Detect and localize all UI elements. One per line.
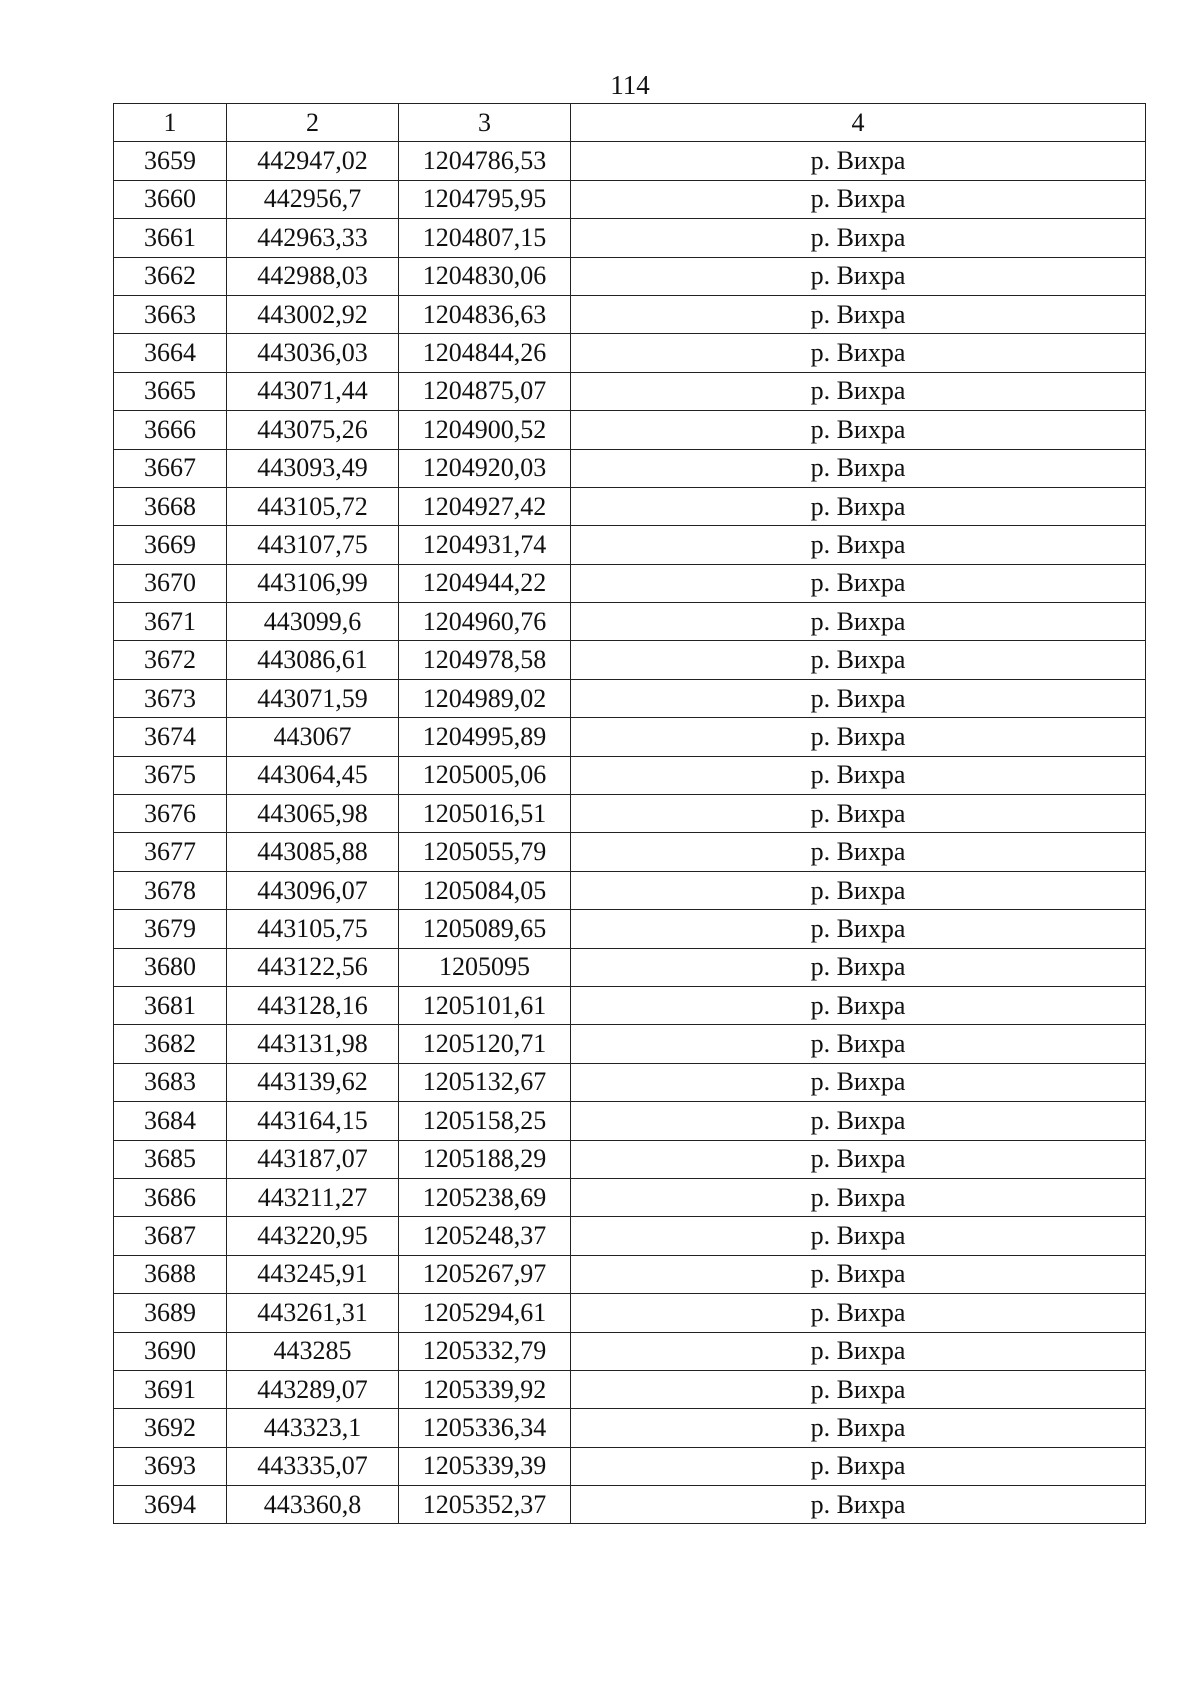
table-row — [114, 449, 1146, 487]
y-coordinate-cell: 1205238,69 — [399, 1178, 571, 1216]
table-row — [114, 948, 1146, 986]
x-coordinate-cell: 443289,07 — [227, 1370, 399, 1408]
name-cell: р. Вихра — [571, 449, 1146, 487]
column-header-1: 1 — [114, 104, 227, 142]
table-header — [114, 104, 1146, 142]
table-row — [114, 142, 1146, 180]
y-coordinate-cell: 1204944,22 — [399, 564, 571, 602]
table-row — [114, 1140, 1146, 1178]
y-coordinate-cell: 1205248,37 — [399, 1217, 571, 1255]
x-coordinate-cell: 442947,02 — [227, 142, 399, 180]
header-row — [114, 104, 1146, 142]
name-cell: р. Вихра — [571, 142, 1146, 180]
y-coordinate-cell: 1205016,51 — [399, 795, 571, 833]
y-coordinate-cell: 1205339,39 — [399, 1447, 571, 1485]
y-coordinate-cell: 1205188,29 — [399, 1140, 571, 1178]
name-cell: р. Вихра — [571, 180, 1146, 218]
point-number-cell: 3659 — [114, 142, 227, 180]
y-coordinate-cell: 1205005,06 — [399, 756, 571, 794]
name-cell: р. Вихра — [571, 1370, 1146, 1408]
name-cell: р. Вихра — [571, 1486, 1146, 1524]
table-row — [114, 1294, 1146, 1332]
table-row — [114, 564, 1146, 602]
point-number-cell: 3673 — [114, 679, 227, 717]
table-row — [114, 1447, 1146, 1485]
point-number-cell: 3679 — [114, 910, 227, 948]
y-coordinate-cell: 1204795,95 — [399, 180, 571, 218]
x-coordinate-cell: 443086,61 — [227, 641, 399, 679]
table-row — [114, 718, 1146, 756]
point-number-cell: 3663 — [114, 295, 227, 333]
y-coordinate-cell: 1204960,76 — [399, 603, 571, 641]
table-row — [114, 295, 1146, 333]
point-number-cell: 3686 — [114, 1178, 227, 1216]
y-coordinate-cell: 1205132,67 — [399, 1063, 571, 1101]
x-coordinate-cell: 443107,75 — [227, 526, 399, 564]
table-row — [114, 871, 1146, 909]
table-row — [114, 1025, 1146, 1063]
y-coordinate-cell: 1205339,92 — [399, 1370, 571, 1408]
y-coordinate-cell: 1204978,58 — [399, 641, 571, 679]
y-coordinate-cell: 1204900,52 — [399, 411, 571, 449]
x-coordinate-cell: 443139,62 — [227, 1063, 399, 1101]
point-number-cell: 3690 — [114, 1332, 227, 1370]
table-row — [114, 1255, 1146, 1293]
name-cell: р. Вихра — [571, 1025, 1146, 1063]
x-coordinate-cell: 443245,91 — [227, 1255, 399, 1293]
point-number-cell: 3689 — [114, 1294, 227, 1332]
point-number-cell: 3687 — [114, 1217, 227, 1255]
x-coordinate-cell: 443285 — [227, 1332, 399, 1370]
table-row — [114, 257, 1146, 295]
table-row — [114, 1178, 1146, 1216]
table-row — [114, 1102, 1146, 1140]
table-row — [114, 986, 1146, 1024]
table-row — [114, 487, 1146, 525]
point-number-cell: 3670 — [114, 564, 227, 602]
table-row — [114, 372, 1146, 410]
x-coordinate-cell: 443106,99 — [227, 564, 399, 602]
x-coordinate-cell: 443075,26 — [227, 411, 399, 449]
y-coordinate-cell: 1205352,37 — [399, 1486, 571, 1524]
column-header-3: 3 — [399, 104, 571, 142]
name-cell: р. Вихра — [571, 487, 1146, 525]
name-cell: р. Вихра — [571, 1102, 1146, 1140]
name-cell: р. Вихра — [571, 910, 1146, 948]
name-cell: р. Вихра — [571, 526, 1146, 564]
table-row — [114, 526, 1146, 564]
x-coordinate-cell: 443261,31 — [227, 1294, 399, 1332]
y-coordinate-cell: 1205095 — [399, 948, 571, 986]
x-coordinate-cell: 443105,75 — [227, 910, 399, 948]
name-cell: р. Вихра — [571, 718, 1146, 756]
name-cell: р. Вихра — [571, 564, 1146, 602]
x-coordinate-cell: 443036,03 — [227, 334, 399, 372]
table-row — [114, 641, 1146, 679]
table-row — [114, 1217, 1146, 1255]
y-coordinate-cell: 1205332,79 — [399, 1332, 571, 1370]
table-row — [114, 795, 1146, 833]
point-number-cell: 3688 — [114, 1255, 227, 1293]
point-number-cell: 3666 — [114, 411, 227, 449]
name-cell: р. Вихра — [571, 1409, 1146, 1447]
table-row — [114, 1409, 1146, 1447]
table-row — [114, 1063, 1146, 1101]
y-coordinate-cell: 1205120,71 — [399, 1025, 571, 1063]
point-number-cell: 3661 — [114, 219, 227, 257]
point-number-cell: 3678 — [114, 871, 227, 909]
y-coordinate-cell: 1204807,15 — [399, 219, 571, 257]
table-row — [114, 1370, 1146, 1408]
table-row — [114, 1486, 1146, 1524]
point-number-cell: 3682 — [114, 1025, 227, 1063]
table-row — [114, 334, 1146, 372]
name-cell: р. Вихра — [571, 986, 1146, 1024]
x-coordinate-cell: 442963,33 — [227, 219, 399, 257]
x-coordinate-cell: 443128,16 — [227, 986, 399, 1024]
name-cell: р. Вихра — [571, 948, 1146, 986]
y-coordinate-cell: 1204875,07 — [399, 372, 571, 410]
point-number-cell: 3669 — [114, 526, 227, 564]
table-row — [114, 219, 1146, 257]
name-cell: р. Вихра — [571, 871, 1146, 909]
x-coordinate-cell: 443067 — [227, 718, 399, 756]
y-coordinate-cell: 1204931,74 — [399, 526, 571, 564]
x-coordinate-cell: 442956,7 — [227, 180, 399, 218]
point-number-cell: 3660 — [114, 180, 227, 218]
y-coordinate-cell: 1205336,34 — [399, 1409, 571, 1447]
table-row — [114, 603, 1146, 641]
x-coordinate-cell: 443122,56 — [227, 948, 399, 986]
x-coordinate-cell: 443187,07 — [227, 1140, 399, 1178]
x-coordinate-cell: 443131,98 — [227, 1025, 399, 1063]
name-cell: р. Вихра — [571, 1178, 1146, 1216]
y-coordinate-cell: 1205084,05 — [399, 871, 571, 909]
point-number-cell: 3672 — [114, 641, 227, 679]
point-number-cell: 3680 — [114, 948, 227, 986]
point-number-cell: 3674 — [114, 718, 227, 756]
name-cell: р. Вихра — [571, 334, 1146, 372]
name-cell: р. Вихра — [571, 1255, 1146, 1293]
name-cell: р. Вихра — [571, 679, 1146, 717]
point-number-cell: 3677 — [114, 833, 227, 871]
column-header-4: 4 — [571, 104, 1146, 142]
y-coordinate-cell: 1204830,06 — [399, 257, 571, 295]
table-row — [114, 180, 1146, 218]
name-cell: р. Вихра — [571, 219, 1146, 257]
x-coordinate-cell: 443220,95 — [227, 1217, 399, 1255]
x-coordinate-cell: 443085,88 — [227, 833, 399, 871]
y-coordinate-cell: 1204844,26 — [399, 334, 571, 372]
name-cell: р. Вихра — [571, 257, 1146, 295]
y-coordinate-cell: 1205089,65 — [399, 910, 571, 948]
point-number-cell: 3685 — [114, 1140, 227, 1178]
x-coordinate-cell: 443211,27 — [227, 1178, 399, 1216]
y-coordinate-cell: 1205055,79 — [399, 833, 571, 871]
y-coordinate-cell: 1204786,53 — [399, 142, 571, 180]
y-coordinate-cell: 1205294,61 — [399, 1294, 571, 1332]
table-row — [114, 756, 1146, 794]
point-number-cell: 3681 — [114, 986, 227, 1024]
y-coordinate-cell: 1205267,97 — [399, 1255, 571, 1293]
name-cell: р. Вихра — [571, 756, 1146, 794]
page-number: 114 — [610, 70, 650, 100]
point-number-cell: 3693 — [114, 1447, 227, 1485]
table-row — [114, 910, 1146, 948]
x-coordinate-cell: 443360,8 — [227, 1486, 399, 1524]
coordinates-table — [113, 103, 1146, 1524]
column-header-2: 2 — [227, 104, 399, 142]
point-number-cell: 3684 — [114, 1102, 227, 1140]
point-number-cell: 3692 — [114, 1409, 227, 1447]
y-coordinate-cell: 1204989,02 — [399, 679, 571, 717]
point-number-cell: 3664 — [114, 334, 227, 372]
point-number-cell: 3676 — [114, 795, 227, 833]
point-number-cell: 3671 — [114, 603, 227, 641]
table-row — [114, 833, 1146, 871]
x-coordinate-cell: 443071,59 — [227, 679, 399, 717]
point-number-cell: 3667 — [114, 449, 227, 487]
point-number-cell: 3662 — [114, 257, 227, 295]
y-coordinate-cell: 1205158,25 — [399, 1102, 571, 1140]
y-coordinate-cell: 1204836,63 — [399, 295, 571, 333]
x-coordinate-cell: 443096,07 — [227, 871, 399, 909]
x-coordinate-cell: 443071,44 — [227, 372, 399, 410]
name-cell: р. Вихра — [571, 1217, 1146, 1255]
x-coordinate-cell: 443335,07 — [227, 1447, 399, 1485]
table-body — [114, 142, 1146, 1524]
point-number-cell: 3668 — [114, 487, 227, 525]
point-number-cell: 3691 — [114, 1370, 227, 1408]
name-cell: р. Вихра — [571, 603, 1146, 641]
point-number-cell: 3675 — [114, 756, 227, 794]
name-cell: р. Вихра — [571, 411, 1146, 449]
x-coordinate-cell: 443064,45 — [227, 756, 399, 794]
x-coordinate-cell: 443065,98 — [227, 795, 399, 833]
y-coordinate-cell: 1204920,03 — [399, 449, 571, 487]
x-coordinate-cell: 443323,1 — [227, 1409, 399, 1447]
table-row — [114, 1332, 1146, 1370]
table-row — [114, 411, 1146, 449]
x-coordinate-cell: 443093,49 — [227, 449, 399, 487]
point-number-cell: 3683 — [114, 1063, 227, 1101]
name-cell: р. Вихра — [571, 641, 1146, 679]
x-coordinate-cell: 443002,92 — [227, 295, 399, 333]
name-cell: р. Вихра — [571, 1140, 1146, 1178]
name-cell: р. Вихра — [571, 795, 1146, 833]
x-coordinate-cell: 443105,72 — [227, 487, 399, 525]
name-cell: р. Вихра — [571, 1447, 1146, 1485]
x-coordinate-cell: 443099,6 — [227, 603, 399, 641]
y-coordinate-cell: 1205101,61 — [399, 986, 571, 1024]
name-cell: р. Вихра — [571, 1294, 1146, 1332]
y-coordinate-cell: 1204927,42 — [399, 487, 571, 525]
x-coordinate-cell: 442988,03 — [227, 257, 399, 295]
y-coordinate-cell: 1204995,89 — [399, 718, 571, 756]
name-cell: р. Вихра — [571, 1332, 1146, 1370]
name-cell: р. Вихра — [571, 833, 1146, 871]
table-row — [114, 679, 1146, 717]
name-cell: р. Вихра — [571, 1063, 1146, 1101]
name-cell: р. Вихра — [571, 372, 1146, 410]
point-number-cell: 3694 — [114, 1486, 227, 1524]
x-coordinate-cell: 443164,15 — [227, 1102, 399, 1140]
name-cell: р. Вихра — [571, 295, 1146, 333]
point-number-cell: 3665 — [114, 372, 227, 410]
